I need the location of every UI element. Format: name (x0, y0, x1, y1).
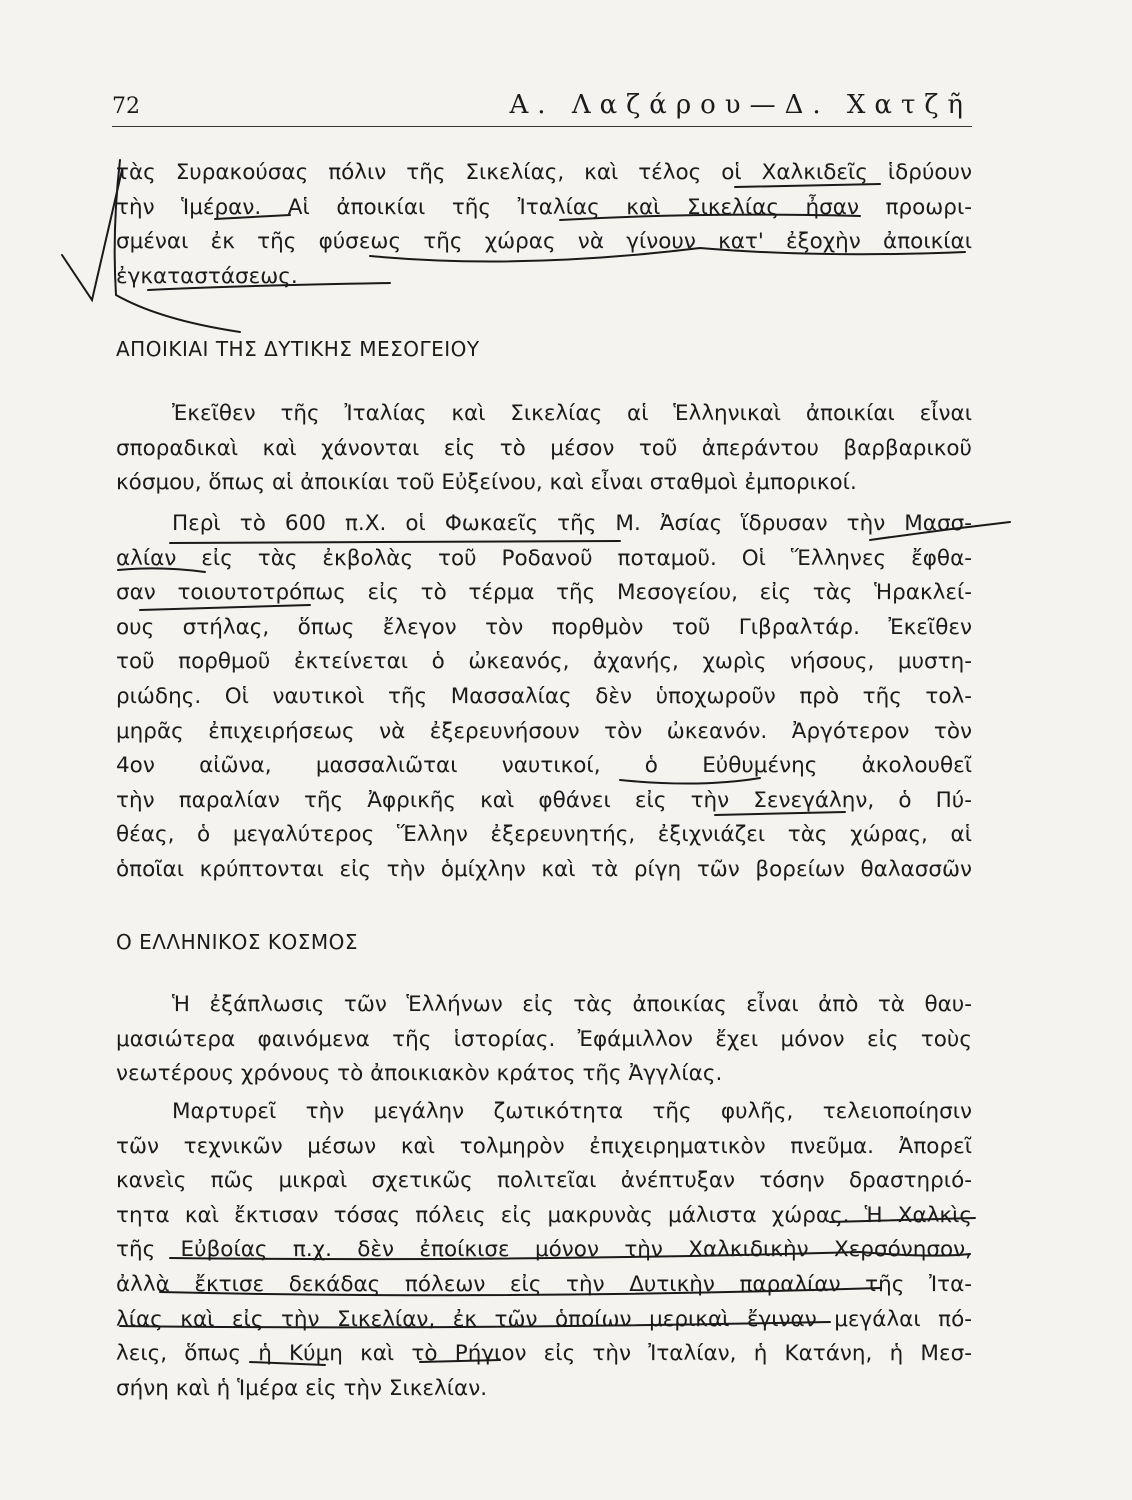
text-line: ὁποῖαι κρύπτονται εἰς τὴν ὁμίχλην καὶ τὰ ρίγη τῶν βορείων θαλασσῶν (116, 856, 972, 882)
text-line: τὴν παραλίαν τῆς Ἀφρικῆς καὶ φθάνει εἰς τὴν Σενεγάλην, ὁ Πύ- (116, 787, 972, 813)
text-line: σήνη καὶ ἡ Ἱμέρα εἰς τὴν Σικελίαν. (116, 1375, 488, 1401)
text-line: τὰς Συρακούσας πόλιν τῆς Σικελίας, καὶ τέλος οἱ Χαλκιδεῖς ἱδρύουν (116, 160, 972, 185)
text-line: 4ον αἰῶνα, μασσαλιῶται ναυτικοί, ὁ Εὐθυμένης ἀκολουθεῖ (116, 753, 972, 779)
text-line: τῆς Εὐβοίας π.χ. δὲν ἐποίκισε μόνον τὴν Χαλκιδικὴν Χερσόνησον, (116, 1237, 972, 1263)
text-line: σποραδικαὶ καὶ χάνονται εἰς τὸ μέσον τοῦ ἀπεράντου βαρβαρικοῦ (116, 435, 972, 461)
intro-paragraph (116, 156, 972, 294)
text-line: σμέναι ἐκ τῆς φύσεως τῆς χώρας νὰ γίνουν κατ' ἐξοχὴν ἀποικίαι (116, 229, 972, 255)
text-line: ἐγκαταστάσεως. (116, 263, 298, 289)
text-line: τῶν τεχνικῶν μέσων καὶ τολμηρὸν ἐπιχειρηματικὸν πνεῦμα. Ἀπορεῖ (116, 1133, 972, 1159)
text-line: θέας, ὁ μεγαλύτερος Ἕλλην ἐξερευνητής, ἐξιχνιάζει τὰς χώρας, αἱ (116, 822, 972, 848)
page-header (112, 90, 972, 127)
text-line: Ἐκεῖθεν τῆς Ἰταλίας καὶ Σικελίας αἱ Ἑλληνικαὶ ἀποικίαι εἶναι (172, 401, 972, 426)
text-line: κόσμου, ὅπως αἱ ἀποικίαι τοῦ Εὐξείνου, καὶ εἶναι σταθμοὶ ἐμπορικοί. (116, 470, 857, 496)
section2-paragraph-1 (116, 988, 972, 1092)
text-line: μασιώτερα φαινόμενα τῆς ἱστορίας. Ἐφάμιλλον ἔχει μόνον εἰς τοὺς (116, 1026, 972, 1052)
margin-checkmark (62, 170, 122, 300)
text-line: λίας καὶ εἰς τὴν Σικελίαν, ἐκ τῶν ὁποίων μερικαὶ ἔγιναν μεγάλαι πό- (116, 1306, 972, 1332)
text-line: τητα καὶ ἔκτισαν τόσας πόλεις εἰς μακρυνὰς μάλιστα χώρας. Ἡ Χαλκὶς (116, 1202, 972, 1228)
text-line: Ἡ ἐξάπλωσις τῶν Ἑλλήνων εἰς τὰς ἀποικίας εἶναι ἀπὸ τὰ θαυ- (172, 992, 972, 1017)
section1-paragraph-2 (116, 507, 972, 888)
text-line: τοῦ πορθμοῦ ἐκτείνεται ὁ ὠκεανός, ἀχανής, χωρὶς νήσους, μυστη- (116, 649, 972, 675)
section-heading-greek-world: Ο ΕΛΛΗΝΙΚΟΣ ΚΟΣΜΟΣ (116, 930, 358, 954)
text-line: λεις, ὅπως ἡ Κύμη καὶ τὸ Ρήγιον εἰς τὴν Ἰταλίαν, ἡ Κατάνη, ἡ Μεσ- (116, 1341, 972, 1367)
page-number: 72 (112, 94, 140, 119)
section2-paragraph-2 (116, 1095, 972, 1406)
section1-paragraph-1 (116, 397, 972, 501)
text-line: Περὶ τὸ 600 π.Χ. οἱ Φωκαεῖς τῆς Μ. Ἀσίας ἵδρυσαν τὴν Μασσ- (172, 511, 972, 536)
text-line: τὴν Ἱμέραν. Αἱ ἀποικίαι τῆς Ἰταλίας καὶ Σικελίας ἦσαν προωρι- (116, 194, 972, 220)
text-line: ἀλλὰ ἔκτισε δεκάδας πόλεων εἰς τὴν Δυτικὴν παραλίαν τῆς Ἰτα- (116, 1271, 972, 1297)
text-line: ριώδης. Οἱ ναυτικοὶ τῆς Μασσαλίας δὲν ὑποχωροῦν πρὸ τῆς τολ- (116, 683, 972, 709)
text-line: Μαρτυρεῖ τὴν μεγάλην ζωτικότητα τῆς φυλῆς, τελειοποίησιν (172, 1099, 972, 1124)
running-head: Α. Λαζάρου—Δ. Χατζῆ (509, 90, 972, 120)
text-line: μηρᾶς ἐπιχειρήσεως νὰ ἐξερευνήσουν τὸν ὠκεανόν. Ἀργότερον τὸν (116, 718, 972, 744)
text-line: κανεὶς πῶς μικραὶ σχετικῶς πολιτεῖαι ἀνέπτυξαν τόσην δραστηριό- (116, 1168, 972, 1194)
text-line: αλίαν εἰς τὰς ἐκβολὰς τοῦ Ροδανοῦ ποταμοῦ. Οἱ Ἕλληνες ἔφθα- (116, 545, 972, 571)
text-line: ους στήλας, ὅπως ἔλεγον τὸν πορθμὸν τοῦ Γιβραλτάρ. Ἐκεῖθεν (116, 614, 972, 640)
section-heading-western-mediterranean: ΑΠΟΙΚΙΑΙ ΤΗΣ ΔΥΤΙΚΗΣ ΜΕΣΟΓΕΙΟΥ (116, 337, 480, 361)
text-line: σαν τοιουτοτρόπως εἰς τὸ τέρμα τῆς Μεσογείου, εἰς τὰς Ἡρακλεί- (116, 580, 972, 606)
text-line: νεωτέρους χρόνους τὸ ἀποικιακὸν κράτος τῆς Ἀγγλίας. (116, 1061, 723, 1087)
